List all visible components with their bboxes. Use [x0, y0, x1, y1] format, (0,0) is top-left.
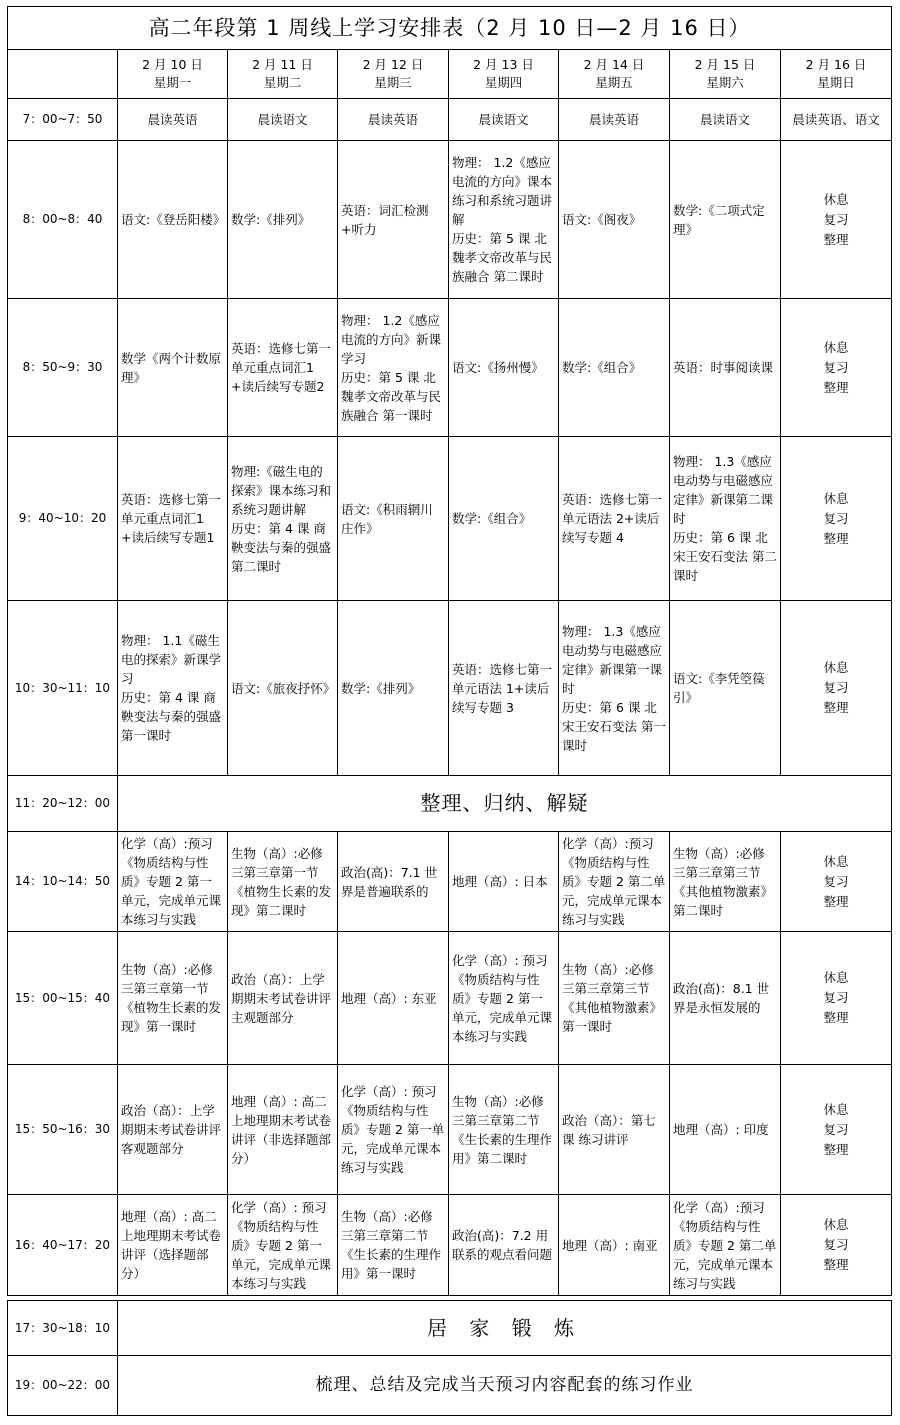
cell-text: 晨读语文: [478, 112, 529, 127]
cell-text: 休息 复习 整理: [823, 970, 849, 1025]
schedule-cell: [449, 299, 559, 437]
schedule-cell: [228, 299, 338, 437]
schedule-cell: [670, 601, 781, 776]
schedule-cell: [338, 141, 449, 299]
schedule-row: [8, 437, 892, 601]
time-slot: 19：00~22：00: [8, 1356, 118, 1416]
time-slot: 15：50~16：30: [8, 1065, 118, 1195]
schedule-cell: [781, 437, 892, 601]
schedule-cell: [228, 437, 338, 601]
schedule-cell: [559, 299, 670, 437]
day-header: [781, 50, 892, 99]
schedule-cell: [559, 141, 670, 299]
cell-text: 数学《两个计数原理》: [121, 350, 222, 385]
cell-text: 语文:《积雨辋川庄作》: [341, 501, 433, 536]
cell-text: 晨读英语: [588, 112, 639, 127]
cell-text: 语文:《扬州慢》: [452, 360, 544, 375]
cell-text: 数学:《组合》: [562, 360, 642, 375]
cell-text: 地理（高）: 高二上地理期末考试卷讲评（非选择题部分）: [231, 1093, 332, 1166]
time-slot: 8：50~9：30: [8, 299, 118, 437]
schedule-cell: [449, 932, 559, 1065]
schedule-cell: [118, 1195, 228, 1296]
evening-row: [8, 1301, 892, 1356]
time-slot: 8：00~8：40: [8, 141, 118, 299]
schedule-cell: [118, 99, 228, 141]
day-header: [670, 50, 781, 99]
schedule-cell: [670, 1195, 781, 1296]
schedule-cell: [338, 601, 449, 776]
cell-text: 英语：选修七第一单元重点词汇1+读后续写专题2: [231, 341, 332, 394]
schedule-cell: [118, 601, 228, 776]
cell-text: 地理（高）: 高二上地理期末考试卷讲评（选择题部分）: [121, 1209, 222, 1281]
cell-text: 语文:《旅夜抒怀》: [231, 680, 336, 696]
schedule-cell: [228, 99, 338, 141]
day-weekday: 星期三: [374, 75, 412, 90]
schedule-row: [8, 299, 892, 437]
cell-text: 化学（高）: 预习《物质结构与性质》专题 2 第一单元，完成单元课本练习与实践: [452, 952, 553, 1044]
schedule-cell: [118, 299, 228, 437]
schedule-cell: [449, 1195, 559, 1296]
schedule-cell: [449, 99, 559, 141]
cell-text: 数学:《组合》: [452, 511, 532, 526]
cell-text: 化学（高）: 预习《物质结构与性质》专题 2 第一单元，完成单元课本练习与实践: [341, 1084, 445, 1175]
cell-text: 晨读语文: [257, 112, 308, 127]
page-title: 高二年段第 1 周线上学习安排表（2 月 10 日—2 月 16 日）: [8, 7, 892, 50]
cell-text: 物理： 1.2《感应电流的方向》课本练习和系统习题讲解 历史：第 5 课 北魏孝文帝改革与民族融合 第二课时: [452, 155, 553, 284]
schedule-cell: [781, 932, 892, 1065]
cell-text: 休息 复习 整理: [823, 339, 849, 395]
evening-table: [7, 1300, 892, 1416]
cell-text: 晨读英语、语文: [792, 112, 880, 127]
day-weekday: 星期五: [595, 75, 633, 90]
time-header-blank: [8, 50, 118, 99]
day-weekday: 星期一: [153, 75, 192, 90]
cell-text: 休息 复习 整理: [823, 853, 849, 909]
cell-text: 休息 复习 整理: [823, 1217, 849, 1272]
time-slot: 10：30~11：10: [8, 601, 118, 776]
day-weekday: 星期四: [484, 75, 523, 90]
cell-text: 物理： 1.3《感应电动势与电磁感应定律》新课第二课时 历史：第 6 课 北宋王安石变法 第二课时: [673, 454, 777, 583]
schedule-row: [8, 1195, 892, 1296]
schedule-cell: [228, 932, 338, 1065]
cell-text: 物理:《磁生电的探索》课本练习和系统习题讲解 历史：第 4 课 商鞅变法与秦的强盛 第二课时: [231, 463, 332, 574]
schedule-cell: [559, 601, 670, 776]
cell-text: 地理（高）: 南亚: [562, 1237, 658, 1253]
day-date: 2 月 14 日: [583, 57, 645, 72]
cell-text: 晨读英语: [147, 112, 198, 127]
schedule-row: [8, 832, 892, 932]
cell-text: 语文:《登岳阳楼》: [121, 212, 226, 227]
schedule-cell: [559, 1195, 670, 1296]
evening-row: [8, 1356, 892, 1416]
cell-text: 数学:《排列》: [341, 680, 421, 696]
evening-activity: 梳理、总结及完成当天预习内容配套的练习作业: [118, 1356, 892, 1416]
schedule-cell: [228, 601, 338, 776]
schedule-cell: [118, 832, 228, 932]
cell-text: 英语：选修七第一单元语法 1+读后续写专题 3: [452, 661, 553, 715]
time-slot: 7：00~7：50: [8, 99, 118, 141]
schedule-cell: [781, 1065, 892, 1195]
cell-text: 数学:《二项式定理》: [673, 202, 765, 237]
schedule-cell: [338, 437, 449, 601]
cell-text: 地理（高）: 印度: [673, 1122, 769, 1137]
schedule-cell: [781, 832, 892, 932]
cell-text: 语文:《李凭箜篌引》: [673, 671, 765, 705]
day-date: 2 月 13 日: [473, 57, 534, 72]
schedule-cell: [338, 1195, 449, 1296]
cell-text: 语文:《阁夜》: [562, 212, 642, 227]
schedule-cell: [559, 832, 670, 932]
day-weekday: 星期六: [706, 75, 744, 90]
schedule-cell: [559, 437, 670, 601]
cell-text: 生物（高）:必修三第三章第三节《其他植物激素》第一课时: [562, 962, 663, 1034]
schedule-row: [8, 1065, 892, 1195]
cell-text: 数学:《排列》: [231, 212, 311, 227]
schedule-cell: [559, 1065, 670, 1195]
cell-text: 政治（高）：第七课 练习讲评: [562, 1112, 656, 1147]
cell-text: 物理： 1.1《磁生电的探索》新课学习 历史：第 4 课 商鞅变法与秦的强盛 第一课时: [121, 633, 222, 743]
schedule-cell: [338, 299, 449, 437]
day-date: 2 月 16 日: [805, 57, 867, 72]
cell-text: 生物（高）:必修三第三章第一节《植物生长素的发现》第一课时: [121, 962, 222, 1034]
cell-text: 英语：选修七第一单元语法 2+读后续写专题 4: [562, 492, 663, 545]
schedule-cell: [670, 99, 781, 141]
cell-text: 生物（高）:必修三第三章第一节《植物生长素的发现》第二课时: [231, 845, 332, 918]
cell-text: 化学（高）:预习《物质结构与性质》专题 2 第二单元，完成单元课本练习与实践: [673, 1199, 777, 1291]
cell-text: 休息 复习 整理: [823, 490, 849, 546]
schedule-row: [8, 932, 892, 1065]
day-weekday: 星期二: [263, 75, 302, 90]
cell-text: 化学（高）:预习《物质结构与性质》专题 2 第二单元，完成单元课本练习与实践: [562, 836, 666, 927]
day-header: [559, 50, 670, 99]
cell-text: 政治(高)：7.2 用联系的观点看问题: [452, 1228, 553, 1262]
day-date: 2 月 10 日: [142, 57, 203, 72]
schedule-cell: [228, 1195, 338, 1296]
header-row: [8, 50, 892, 99]
cell-text: 英语：时事阅读课: [673, 360, 774, 375]
schedule-cell: [449, 437, 559, 601]
schedule-cell: [559, 932, 670, 1065]
schedule-cell: [338, 932, 449, 1065]
schedule-cell: [228, 1065, 338, 1195]
cell-text: 休息 复习 整理: [823, 1101, 849, 1157]
time-slot: 17：30~18：10: [8, 1301, 118, 1356]
time-slot: 11：20~12：00: [8, 776, 118, 832]
cell-text: 物理： 1.3《感应电动势与电磁感应定律》新课第一课时 历史：第 6 课 北宋王安石变法 第一课时: [562, 623, 666, 753]
day-header: [118, 50, 228, 99]
cell-text: 生物（高）:必修三第三章第二节《生长素的生理作用》第二课时: [452, 1093, 553, 1166]
schedule-cell: [449, 832, 559, 932]
schedule-cell: [118, 437, 228, 601]
schedule-cell: [228, 141, 338, 299]
schedule-cell: [338, 832, 449, 932]
time-slot: 14：10~14：50: [8, 832, 118, 932]
day-date: 2 月 15 日: [694, 57, 756, 72]
time-slot: 9：40~10：20: [8, 437, 118, 601]
schedule-cell: [670, 299, 781, 437]
cell-text: 化学（高）:预习《物质结构与性质》专题 2 第一单元，完成单元课本练习与实践: [121, 836, 222, 927]
cell-text: 政治(高)：7.1 世界是普遍联系的: [341, 864, 438, 899]
noon-row: [8, 776, 892, 832]
day-header: [228, 50, 338, 99]
day-header: [449, 50, 559, 99]
cell-text: 生物（高）:必修三第三章第二节《生长素的生理作用》第一课时: [341, 1209, 442, 1281]
cell-text: 化学（高）: 预习《物质结构与性质》专题 2 第一单元，完成单元课本练习与实践: [231, 1199, 332, 1291]
schedule-row: [8, 99, 892, 141]
schedule-cell: [449, 601, 559, 776]
cell-text: 休息 复习 整理: [823, 660, 849, 715]
title-row: [8, 7, 892, 50]
day-header: [338, 50, 449, 99]
cell-text: 物理： 1.2《感应电流的方向》新课学习 历史：第 5 课 北魏孝文帝改革与民族融合 第一课时: [341, 312, 442, 423]
day-date: 2 月 11 日: [252, 57, 313, 72]
evening-activity: 居 家 锻 炼: [118, 1301, 892, 1356]
schedule-cell: [781, 601, 892, 776]
schedule-cell: [118, 1065, 228, 1195]
cell-text: 地理（高）: 日本: [452, 874, 548, 889]
schedule-table: [7, 6, 892, 1296]
schedule-cell: [670, 1065, 781, 1195]
schedule-cell: [118, 141, 228, 299]
time-slot: 15：00~15：40: [8, 932, 118, 1065]
schedule-cell: [781, 141, 892, 299]
cell-text: 英语：选修七第一单元重点词汇1+读后续写专题1: [121, 492, 222, 545]
schedule-cell: [449, 141, 559, 299]
cell-text: 晨读英语: [367, 112, 418, 127]
cell-text: 地理（高）: 东亚: [341, 990, 437, 1006]
cell-text: 英语：词汇检测+听力: [341, 202, 429, 237]
cell-text: 政治(高)：8.1 世界是永恒发展的: [673, 981, 770, 1015]
cell-text: 休息 复习 整理: [823, 191, 849, 247]
schedule-cell: [449, 1065, 559, 1195]
schedule-sheet: [7, 6, 891, 1416]
schedule-cell: [338, 99, 449, 141]
schedule-cell: [228, 832, 338, 932]
schedule-cell: [338, 1065, 449, 1195]
schedule-cell: [559, 99, 670, 141]
schedule-cell: [781, 299, 892, 437]
schedule-cell: [670, 832, 781, 932]
schedule-cell: [781, 1195, 892, 1296]
time-slot: 16：40~17：20: [8, 1195, 118, 1296]
cell-text: 政治（高）：上学期期末考试卷讲评 客观题部分: [121, 1103, 222, 1156]
noon-activity: 整理、归纳、解疑: [118, 776, 892, 832]
schedule-cell: [118, 932, 228, 1065]
cell-text: 生物（高）:必修三第三章第三节《其他植物激素》第二课时: [673, 845, 774, 918]
day-weekday: 星期日: [817, 75, 855, 90]
day-date: 2 月 12 日: [362, 57, 424, 72]
schedule-cell: [670, 437, 781, 601]
cell-text: 晨读语文: [699, 112, 750, 127]
cell-text: 政治（高）：上学期期末考试卷讲评 主观题部分: [231, 971, 332, 1025]
schedule-row: [8, 601, 892, 776]
schedule-row: [8, 141, 892, 299]
schedule-cell: [781, 99, 892, 141]
schedule-cell: [670, 141, 781, 299]
schedule-cell: [670, 932, 781, 1065]
